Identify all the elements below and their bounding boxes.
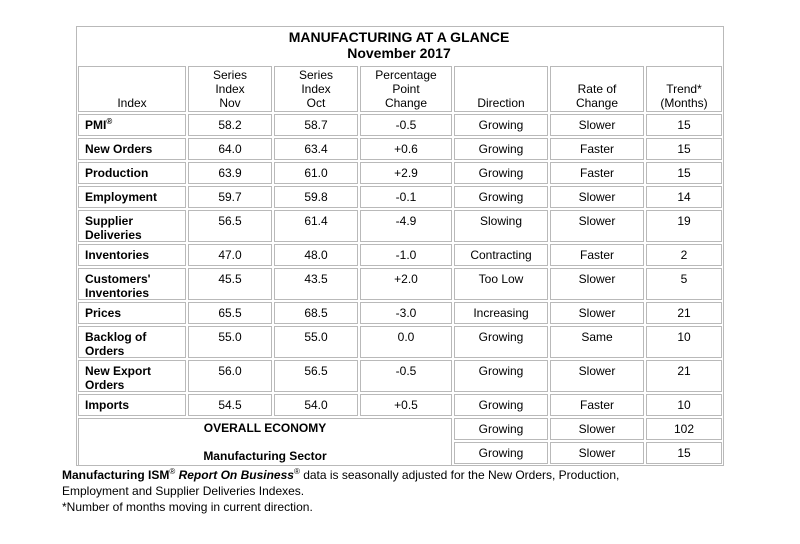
cell-change: +2.0 xyxy=(360,268,452,300)
row-label xyxy=(78,210,186,242)
row-label xyxy=(78,244,186,266)
page-title: MANUFACTURING AT A GLANCE xyxy=(288,29,510,45)
row-label xyxy=(78,138,186,160)
header-direction-line: Direction xyxy=(477,96,525,110)
cell-nov: 47.0 xyxy=(188,244,272,266)
cell-change: 0.0 xyxy=(360,326,452,358)
cell-direction: Growing xyxy=(454,162,548,184)
cell-change: +0.5 xyxy=(360,394,452,416)
page-subtitle: November 2017 xyxy=(347,45,451,61)
row-label-line: Production xyxy=(85,166,149,180)
row-label-line: Customers' xyxy=(85,272,151,286)
cell-nov: 59.7 xyxy=(188,186,272,208)
cell-trend: 2 xyxy=(646,244,722,266)
cell-nov: 64.0 xyxy=(188,138,272,160)
row-label-line: Inventories xyxy=(85,286,150,300)
row-label xyxy=(78,162,186,184)
cell-change: -0.5 xyxy=(360,114,452,136)
cell-nov: 54.5 xyxy=(188,394,272,416)
cell-oct: 56.5 xyxy=(274,360,358,392)
cell-rate: Slower xyxy=(550,186,644,208)
cell-oct: 61.4 xyxy=(274,210,358,242)
cell-trend: 21 xyxy=(646,360,722,392)
cell-rate: Slower xyxy=(550,114,644,136)
row-label xyxy=(78,114,186,136)
cell-direction: Growing xyxy=(454,326,548,358)
cell-oct: 68.5 xyxy=(274,302,358,324)
cell-change: +2.9 xyxy=(360,162,452,184)
sector-trend: 15 xyxy=(646,442,722,464)
cell-oct: 43.5 xyxy=(274,268,358,300)
header-trend-line: Trend* xyxy=(666,82,702,96)
header-nov-line: Series xyxy=(212,68,247,82)
header-oct-line: Oct xyxy=(306,96,326,110)
cell-change: -0.5 xyxy=(360,360,452,392)
economy-direction: Growing xyxy=(454,418,548,440)
table-title-block xyxy=(78,29,720,61)
row-label-line: Employment xyxy=(85,190,158,204)
cell-oct: 63.4 xyxy=(274,138,358,160)
cell-rate: Same xyxy=(550,326,644,358)
cell-trend: 10 xyxy=(646,326,722,358)
cell-rate: Slower xyxy=(550,360,644,392)
overall-label: OVERALL ECONOMY xyxy=(203,421,327,435)
cell-rate: Faster xyxy=(550,244,644,266)
cell-direction: Growing xyxy=(454,360,548,392)
header-trend-line: (Months) xyxy=(660,96,708,110)
cell-nov: 65.5 xyxy=(188,302,272,324)
cell-nov: 58.2 xyxy=(188,114,272,136)
header-rate-line: Change xyxy=(575,96,619,110)
cell-trend: 10 xyxy=(646,394,722,416)
cell-rate: Faster xyxy=(550,162,644,184)
footer-line-3: *Number of months moving in current direction. xyxy=(62,500,313,514)
cell-nov: 56.5 xyxy=(188,210,272,242)
cell-change: -1.0 xyxy=(360,244,452,266)
row-label xyxy=(78,302,186,324)
header-rate xyxy=(550,66,644,112)
sector-label: Manufacturing Sector xyxy=(203,449,327,463)
cell-rate: Faster xyxy=(550,138,644,160)
row-label xyxy=(78,360,186,392)
registered-mark: ® xyxy=(106,117,113,126)
footer-line-1: Manufacturing ISM® Report On Business® data is seasonally adjusted for the New Orders, Production, xyxy=(62,467,620,482)
row-label-line: Orders xyxy=(85,344,125,358)
cell-trend: 15 xyxy=(646,138,722,160)
cell-rate: Slower xyxy=(550,268,644,300)
cell-trend: 19 xyxy=(646,210,722,242)
header-oct xyxy=(274,66,358,112)
cell-rate: Slower xyxy=(550,302,644,324)
header-direction xyxy=(454,66,548,112)
cell-oct: 55.0 xyxy=(274,326,358,358)
cell-direction: Growing xyxy=(454,114,548,136)
economy-rate: Slower xyxy=(550,418,644,440)
footer-notes xyxy=(62,467,762,515)
cell-trend: 21 xyxy=(646,302,722,324)
row-label-line: Prices xyxy=(85,306,122,320)
overall-economy-label xyxy=(78,418,452,466)
row-label-line: Imports xyxy=(85,398,130,412)
header-change-line: Percentage xyxy=(375,68,437,82)
cell-oct: 59.8 xyxy=(274,186,358,208)
header-index-line: Index xyxy=(117,96,147,110)
cell-trend: 14 xyxy=(646,186,722,208)
cell-direction: Contracting xyxy=(454,244,548,266)
row-label xyxy=(78,268,186,300)
header-oct-line: Series xyxy=(298,68,333,82)
cell-nov: 45.5 xyxy=(188,268,272,300)
cell-trend: 15 xyxy=(646,114,722,136)
row-label-line: Supplier xyxy=(85,214,134,228)
header-nov-line: Index xyxy=(215,82,245,96)
row-label-line: New Orders xyxy=(85,142,153,156)
cell-change: +0.6 xyxy=(360,138,452,160)
cell-oct: 61.0 xyxy=(274,162,358,184)
header-rate-line: Rate of xyxy=(577,82,617,96)
cell-change: -4.9 xyxy=(360,210,452,242)
header-oct-line: Index xyxy=(301,82,331,96)
cell-direction: Too Low xyxy=(454,268,548,300)
row-label-line: Inventories xyxy=(85,248,150,262)
sector-rate: Slower xyxy=(550,442,644,464)
cell-oct: 48.0 xyxy=(274,244,358,266)
economy-trend: 102 xyxy=(646,418,722,440)
cell-rate: Faster xyxy=(550,394,644,416)
cell-nov: 63.9 xyxy=(188,162,272,184)
row-label-line: New Export xyxy=(85,364,152,378)
cell-direction: Increasing xyxy=(454,302,548,324)
cell-direction: Growing xyxy=(454,186,548,208)
cell-rate: Slower xyxy=(550,210,644,242)
row-label xyxy=(78,394,186,416)
sector-direction: Growing xyxy=(454,442,548,464)
cell-oct: 58.7 xyxy=(274,114,358,136)
header-nov-line: Nov xyxy=(219,96,241,110)
header-change-line: Change xyxy=(384,96,428,110)
row-label-line: Backlog of xyxy=(85,330,147,344)
row-label-line: Orders xyxy=(85,378,125,392)
cell-trend: 15 xyxy=(646,162,722,184)
cell-change: -0.1 xyxy=(360,186,452,208)
cell-oct: 54.0 xyxy=(274,394,358,416)
row-label xyxy=(78,326,186,358)
cell-nov: 56.0 xyxy=(188,360,272,392)
row-label-line: Deliveries xyxy=(85,228,142,242)
row-label xyxy=(78,186,186,208)
row-label-line: PMI® xyxy=(85,117,113,132)
cell-change: -3.0 xyxy=(360,302,452,324)
cell-direction: Growing xyxy=(454,394,548,416)
header-change xyxy=(360,66,452,112)
header-nov xyxy=(188,66,272,112)
cell-direction: Slowing xyxy=(454,210,548,242)
header-change-line: Point xyxy=(392,82,420,96)
header-trend xyxy=(646,66,722,112)
cell-trend: 5 xyxy=(646,268,722,300)
footer-line-2: Employment and Supplier Deliveries Indexes. xyxy=(62,484,305,498)
cell-nov: 55.0 xyxy=(188,326,272,358)
header-index xyxy=(78,66,186,112)
cell-direction: Growing xyxy=(454,138,548,160)
